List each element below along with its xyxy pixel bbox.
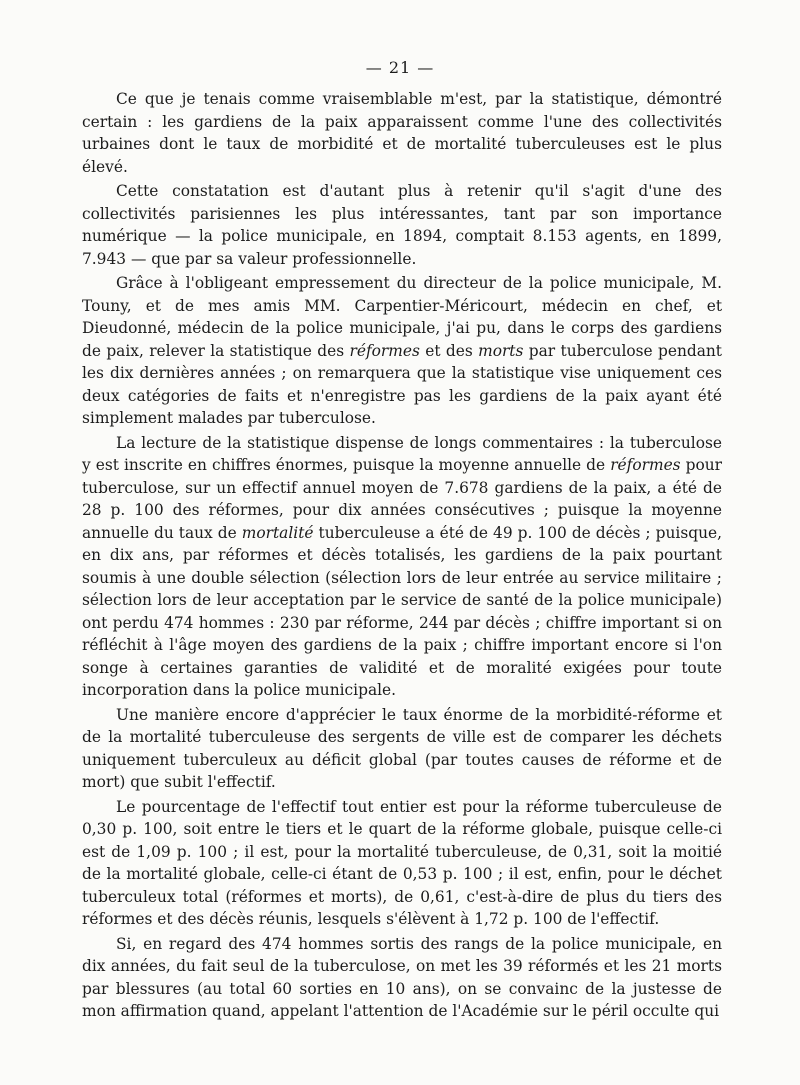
text-segment: par tuberculose pendant les dix dernières années ; on remarquera que la statistique vise uniquement ces deux catégories de faits et n'enregistre pas les gardiens de la paix ayant été simplement malades par tuberculose. xyxy=(82,341,722,427)
text-segment: Cette constatation est d'autant plus à retenir qu'il s'agit d'une des collectivités parisiennes les plus intéressantes, tant par son importance numérique — la police municipale, en 1894, comptait 8.153 agents, en 1899, 7.943 — que par sa valeur professionnelle. xyxy=(82,182,722,268)
paragraph-2 xyxy=(82,180,722,270)
text-segment: Le pourcentage de l'effectif tout entier est pour la réforme tuberculeuse de 0,30 p. 100, soit entre le tiers et le quart de la réforme globale, puisque celle-ci est de 1,09 p. 100 ; il est, pour la mortalité tuberculeuse, de 0,31, soit la moitié de la mortalité globale, celle-ci étant de 0,53 p. 100 ; il est, enfin, pour le déchet tuberculeux total (réformes et morts), de 0,61, c'est-à-dire de plus du tiers des réformes et des décès réunis, lesquels s'élèvent à 1,72 p. 100 de l'effectif. xyxy=(82,797,722,928)
italic-term: réformes xyxy=(349,341,420,360)
italic-term: mortalité xyxy=(241,523,314,542)
italic-term: réformes xyxy=(610,456,681,474)
italic-term: morts xyxy=(478,341,524,360)
paragraph-7 xyxy=(82,933,722,1023)
text-segment: Ce que je tenais comme vraisemblable m'est, par la statistique, démontré certain : les gardiens de la paix apparaissent comme l'une des collectivités urbaines dont le taux de morbidité et de mortalité tuberculeuses est le plus élevé. xyxy=(82,90,722,176)
paragraph-1 xyxy=(82,88,722,178)
text-segment: Si, en regard des 474 hommes sortis des rangs de la police municipale, en dix années, du fait seul de la tuberculose, on met les 39 réformés et les 21 morts par blessures (au total 60 sorties en 10 ans), on se convainc de la justesse de mon affirmation quand, appelant l'attention de l'Académie sur le péril occulte qui xyxy=(82,934,722,1020)
paragraph-3 xyxy=(82,272,722,430)
text-segment: Grâce à l'obligeant empressement du directeur de la police municipale, M. Touny, et de mes amis MM. Carpentier-Méricourt, médecin en chef, et Dieudonné, médecin de la police municipale, j'ai pu, dans le corps des gardiens de paix, relever la statistique des xyxy=(82,274,722,360)
paragraph-5 xyxy=(82,704,722,794)
text-segment: tuberculeuse a été de 49 p. 100 de décès ; puisque, en dix ans, par réformes et décès totalisés, les gardiens de la paix pourtant soumis à une double sélection (sélection lors de leur entrée au service militaire ; sélection lors de leur acceptation par le service de santé de la police municipale) ont perdu 474 hommes : 230 par réforme, 244 par décès ; chiffre important si on réfléchit à l'âge moyen des gardiens de la paix ; chiffre important encore si l'on songe à certaines garanties de validité et de moralité exigées pour toute incorporation dans la police municipale. xyxy=(82,523,722,699)
text-segment: et des xyxy=(419,341,479,360)
page-number: — 21 — xyxy=(365,58,435,77)
text-segment: La lecture de la statistique dispense de longs commentaires : la tuberculose y est inscrite en chiffres énormes, puisque la moyenne annuelle de xyxy=(82,433,722,474)
text-segment: pour tuberculose, sur un effectif annuel moyen de 7.678 gardiens de la paix, a été de 28 p. 100 des réformes, pour dix années consécutives ; puisque la moyenne annuelle du taux de xyxy=(82,456,722,542)
paragraph-4 xyxy=(82,432,722,702)
body-text xyxy=(82,88,722,1023)
text-segment: Une manière encore d'apprécier le taux énorme de la morbidité-réforme et de la mortalité tuberculeuse des sergents de ville est de comparer les déchets uniquement tuberculeux au déficit global (par toutes causes de réforme et de mort) que subit l'effectif. xyxy=(82,705,722,791)
paragraph-6 xyxy=(82,796,722,931)
